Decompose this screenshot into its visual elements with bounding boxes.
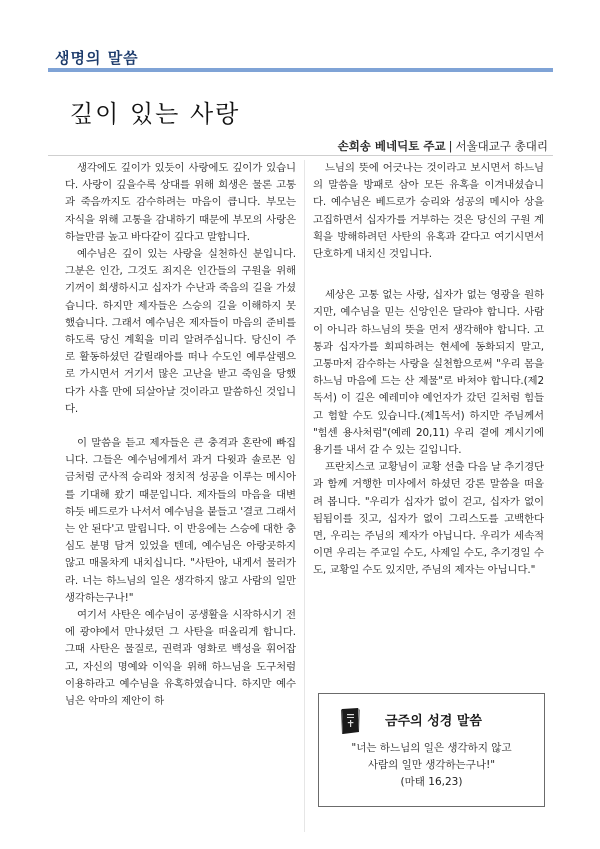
paragraph: 예수님은 깊이 있는 사랑을 실천하신 분입니다. 그분은 인간, 그것도 죄지은 인간들의 구원을 위해 기꺼이 희생하시고 십자가 수난과 죽음의 길을 가셨습니다. 하지만 제자들은 스승의 길을 이해하지 못했습니다. 그래서 예수님은 제자들이 마음의 준비를 하도록 당신 계획을 미리 알려주십니다. 당신이 주로 활동하셨던 갈릴래아를 떠나 수도인 예루살렘으로 가시면서 거기서 많은 고난을 받고 죽임을 당했다가 사흘 만에 되살아날 것이라고 말씀하신 것입니다. — [65, 248, 296, 415]
weekly-verse-box — [318, 693, 545, 807]
article-title: 깊이 있는 사랑 — [70, 100, 241, 128]
column-divider — [304, 160, 305, 832]
paragraph: 여기서 사탄은 예수님이 공생활을 시작하시기 전에 광야에서 만나셨던 그 사탄을 떠올리게 합니다. 그때 사탄은 물질로, 권력과 영화로 백성을 휘어잡고, 자신의 명예와 이익을 위해 하느님을 도구처럼 이용하라고 예수님을 유혹하였습니다. 하지만 예수님은 악마의 제안이 하 — [65, 609, 296, 708]
left-column — [65, 160, 296, 710]
paragraph: 세상은 고통 없는 사랑, 십자가 없는 영광을 원하지만, 예수님을 믿는 신앙인은 달라야 합니다. 사람이 아니라 하느님의 뜻을 먼저 생각해야 합니다. 고통과 십자가를 회피하려는 현세에 동화되지 말고, 고통마저 감수하는 사랑을 실천함으로써 "우리 몸을 하느님 마음에 드는 산 제물"로 바쳐야 합니다.(제2독서) 이 길은 예레미야 예언자가 갔던 길처럼 힘들고 험할 수도 있습니다.(제1독서) 하지만 주님께서 "힘센 용사처럼"(예레 20,11) 우리 곁에 계시기에 용기를 내서 갈 수 있는 길입니다. — [313, 289, 544, 457]
verse-line: 사람의 일만 생각하는구나!" — [367, 759, 496, 771]
paragraph: 이 말씀을 듣고 제자들은 큰 충격과 혼란에 빠집니다. 그들은 예수님에게서 과거 다윗과 솔로몬 임금처럼 군사적 승리와 정치적 성공을 이루는 메시아를 기대해 왔기 때문입니다. 제자들의 마음을 대변하듯 베드로가 나서서 예수님을 붙들고 '결코 그래서는 안 된다'고 말립니다. 이 반응에는 스승에 대한 충심도 분명 담겨 있었을 텐데, 예수님은 아랑곳하지 않고 매몰차게 내치십니다. "사탄아, 내게서 물러가라. 너는 하느님의 일은 생각하지 않고 사람의 일만 생각하는구나!" — [65, 437, 296, 604]
right-column — [313, 160, 544, 580]
byline-author: 손희송 베네딕토 주교 — [337, 139, 446, 153]
page-header — [0, 0, 600, 74]
paragraph: 생각에도 깊이가 있듯이 사랑에도 깊이가 있습니다. 사랑이 깊을수록 상대를 위해 희생은 물론 고통과 죽음까지도 감수하려는 마음이 큽니다. 부모는 자식을 위해 고통을 감내하기 때문에 부모의 사랑은 하늘만큼 높고 바다같이 깊다고 말합니다. — [65, 162, 296, 243]
byline-affiliation: 서울대교구 총대리 — [455, 139, 548, 153]
verse-line: "너는 하느님의 일은 생각하지 않고 — [351, 742, 512, 754]
section-label: 생명의 말씀 — [55, 49, 139, 67]
byline-separator: | — [448, 139, 453, 153]
byline — [338, 138, 548, 154]
byline-rule — [48, 155, 553, 156]
holy-bible-book-icon — [339, 707, 361, 735]
paragraph: 프란치스코 교황님이 교황 선출 다음 날 추기경단과 함께 거행한 미사에서 하셨던 강론 말씀을 떠올려 봅니다. "우리가 십자가 없이 걷고, 십자가 없이 됨됨이를 짓고, 십자가 없이 그리스도를 고백한다면, 우리는 주님의 제자가 아닙니다. 우리가 세속적이면 우리는 주교일 수도, 사제일 수도, 추기경일 수도, 교황일 수도 있지만, 주님의 제자는 아닙니다." — [313, 461, 544, 577]
header-rule — [48, 68, 553, 72]
paragraph: 느님의 뜻에 어긋나는 것이라고 보시면서 하느님의 말씀을 방패로 삼아 모든 유혹을 이겨내셨습니다. 예수님은 베드로가 승리와 성공의 메시아 상을 고집하면서 십자가를 거부하는 것은 당신의 구원 계획을 방해하려던 사탄의 유혹과 같다고 여기시면서 단호하게 내치신 것입니다. — [313, 162, 544, 261]
verse-reference: (마태 16,23) — [400, 776, 463, 788]
verse-heading: 금주의 성경 말씀 — [385, 714, 482, 729]
verse-text — [319, 740, 544, 791]
